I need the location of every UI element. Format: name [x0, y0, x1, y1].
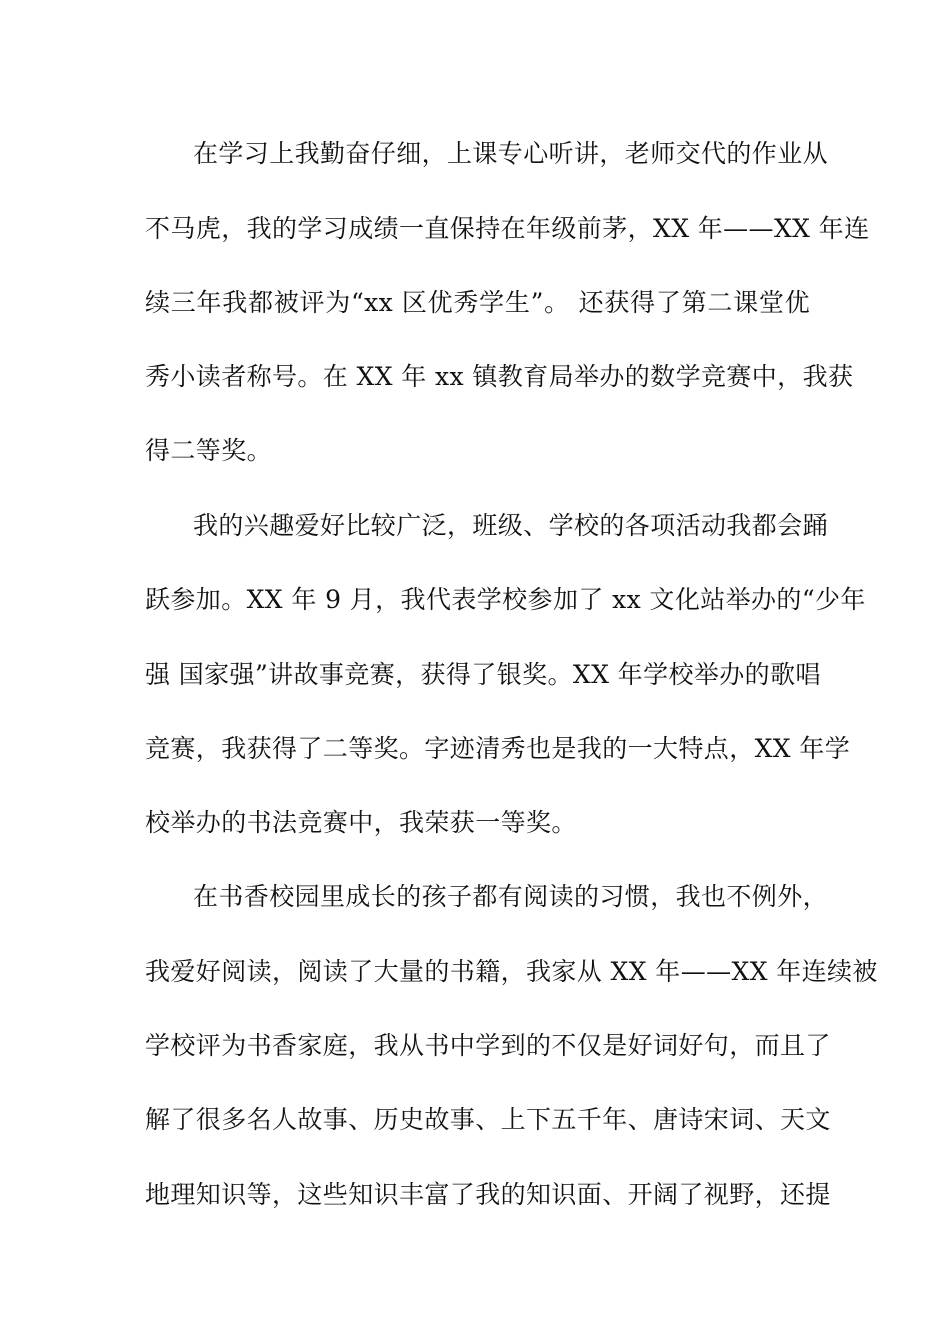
- paragraph-3-line-3: 学校评为书香家庭，我从书中学到的不仅是好词好句，而且了: [145, 1031, 831, 1060]
- paragraph-1-line-4: 秀小读者称号。在 XX 年 xx 镇教育局举办的数学竞赛中，我获: [145, 362, 854, 391]
- paragraph-2-line-3: 强 国家强”讲故事竞赛，获得了银奖。XX 年学校举办的歌唱: [145, 660, 821, 689]
- paragraph-3-line-2: 我爱好阅读，阅读了大量的书籍，我家从 XX 年——XX 年连续被: [145, 957, 878, 986]
- paragraph-2-line-2: 跃参加。XX 年 9 月，我代表学校参加了 xx 文化站举办的“少年: [145, 585, 866, 614]
- paragraph-3-line-1: 在书香校园里成长的孩子都有阅读的习惯，我也不例外，: [193, 882, 829, 911]
- paragraph-3-line-4: 解了很多名人故事、历史故事、上下五千年、唐诗宋词、天文: [145, 1105, 831, 1134]
- paragraph-1-line-1: 在学习上我勤奋仔细，上课专心听讲，老师交代的作业从: [193, 139, 829, 168]
- paragraph-2-line-1: 我的兴趣爱好比较广泛，班级、学校的各项活动我都会踊: [193, 511, 829, 540]
- paragraph-1-line-3: 续三年我都被评为“xx 区优秀学生”。 还获得了第二课堂优: [145, 288, 810, 317]
- paragraph-1-line-5: 得二等奖。: [145, 436, 273, 465]
- paragraph-1-line-2: 不马虎，我的学习成绩一直保持在年级前茅，XX 年——XX 年连: [145, 214, 870, 243]
- paragraph-3-line-5: 地理知识等，这些知识丰富了我的知识面、开阔了视野，还提: [145, 1180, 831, 1209]
- paragraph-2-line-5: 校举办的书法竞赛中，我荣获一等奖。: [145, 808, 577, 837]
- paragraph-2-line-4: 竞赛，我获得了二等奖。字迹清秀也是我的一大特点，XX 年学: [145, 734, 851, 763]
